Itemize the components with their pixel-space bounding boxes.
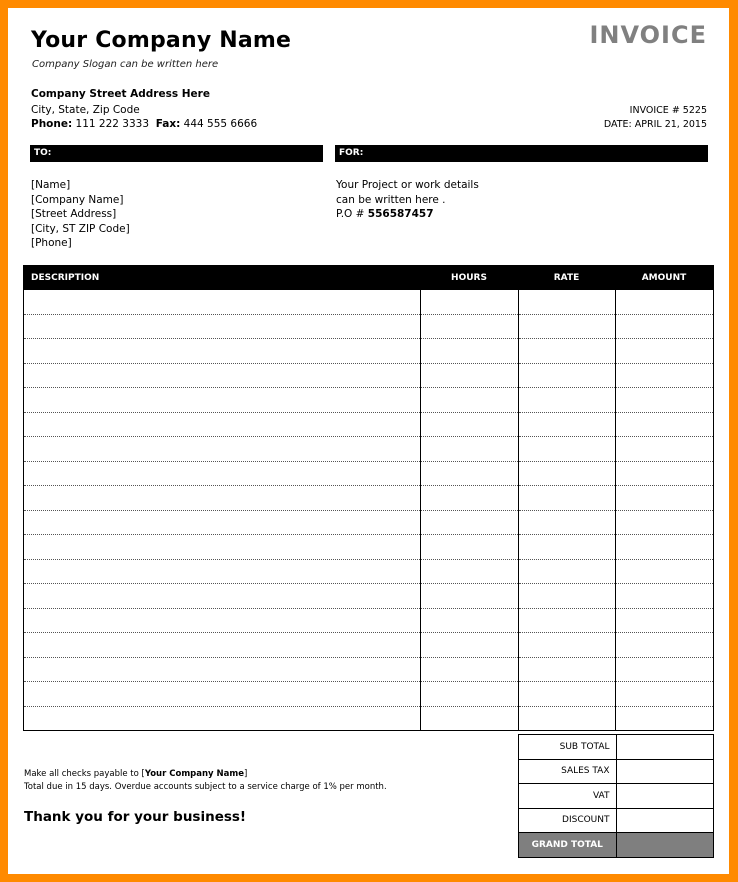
sales-tax-label: SALES TAX <box>519 759 616 784</box>
hours-cell[interactable] <box>420 412 518 437</box>
company-name: Your Company Name <box>31 28 292 53</box>
table-row <box>24 412 713 437</box>
description-cell[interactable] <box>24 584 420 609</box>
totals-table <box>518 734 714 858</box>
rate-cell[interactable] <box>518 633 615 658</box>
amount-cell[interactable] <box>615 559 713 584</box>
column-header-hours: HOURS <box>420 266 518 290</box>
rate-cell[interactable] <box>518 706 615 730</box>
table-row <box>24 633 713 658</box>
amount-cell[interactable] <box>615 437 713 462</box>
hours-cell[interactable] <box>420 657 518 682</box>
table-row <box>24 535 713 560</box>
subtotal-value[interactable] <box>616 735 713 760</box>
description-cell[interactable] <box>24 682 420 707</box>
invoice-title: INVOICE <box>589 21 707 49</box>
amount-cell[interactable] <box>615 535 713 560</box>
hours-cell[interactable] <box>420 437 518 462</box>
to-line[interactable]: [Street Address] <box>31 208 117 221</box>
rate-cell[interactable] <box>518 657 615 682</box>
items-header-row <box>24 266 713 290</box>
hours-cell[interactable] <box>420 314 518 339</box>
description-cell[interactable] <box>24 510 420 535</box>
invoice-page <box>8 8 729 874</box>
amount-cell[interactable] <box>615 657 713 682</box>
payable-note <box>24 769 247 779</box>
description-cell[interactable] <box>24 608 420 633</box>
description-cell[interactable] <box>24 706 420 730</box>
table-row <box>24 339 713 364</box>
rate-cell[interactable] <box>518 388 615 413</box>
column-header-amount: AMOUNT <box>615 266 713 290</box>
to-line[interactable]: [City, ST ZIP Code] <box>31 222 130 235</box>
invoice-number: INVOICE # 5225 <box>629 105 707 116</box>
table-row <box>24 510 713 535</box>
table-row <box>24 486 713 511</box>
subtotal-label: SUB TOTAL <box>519 735 616 760</box>
hours-cell[interactable] <box>420 584 518 609</box>
phone-value: 111 222 3333 <box>75 118 150 130</box>
rate-cell[interactable] <box>518 535 615 560</box>
hours-cell[interactable] <box>420 486 518 511</box>
payment-terms: Total due in 15 days. Overdue accounts subject to a service charge of 1% per month. <box>24 782 387 792</box>
description-cell[interactable] <box>24 339 420 364</box>
to-header: TO: <box>30 145 323 162</box>
items-table <box>23 265 714 731</box>
rate-cell[interactable] <box>518 608 615 633</box>
hours-cell[interactable] <box>420 633 518 658</box>
company-contact <box>31 118 257 130</box>
amount-cell[interactable] <box>615 682 713 707</box>
hours-cell[interactable] <box>420 363 518 388</box>
po-label: P.O # <box>336 208 365 221</box>
grand-total-value[interactable] <box>616 833 713 857</box>
po-line <box>336 207 479 222</box>
phone-label: Phone: <box>31 118 73 130</box>
amount-cell[interactable] <box>615 510 713 535</box>
amount-cell[interactable] <box>615 412 713 437</box>
rate-cell[interactable] <box>518 314 615 339</box>
bill-to-block <box>31 178 130 251</box>
rate-cell[interactable] <box>518 437 615 462</box>
discount-row <box>519 808 713 833</box>
table-row <box>24 290 713 314</box>
payable-name: Your Company Name <box>144 769 245 779</box>
company-city: City, State, Zip Code <box>31 104 140 116</box>
hours-cell[interactable] <box>420 388 518 413</box>
grand-total-row <box>519 833 713 857</box>
amount-cell[interactable] <box>615 363 713 388</box>
vat-row <box>519 784 713 809</box>
to-line[interactable]: [Company Name] <box>31 193 124 206</box>
description-cell[interactable] <box>24 486 420 511</box>
payable-prefix: Make all checks payable to [ <box>24 769 145 779</box>
table-row <box>24 608 713 633</box>
description-cell[interactable] <box>24 290 420 314</box>
fax-label: Fax: <box>155 118 181 130</box>
rate-cell[interactable] <box>518 290 615 314</box>
description-cell[interactable] <box>24 657 420 682</box>
table-row <box>24 657 713 682</box>
table-row <box>24 388 713 413</box>
rate-cell[interactable] <box>518 339 615 364</box>
vat-value[interactable] <box>616 784 713 809</box>
amount-cell[interactable] <box>615 486 713 511</box>
table-row <box>24 437 713 462</box>
project-details-line: Your Project or work details <box>336 179 479 191</box>
amount-cell[interactable] <box>615 388 713 413</box>
hours-cell[interactable] <box>420 535 518 560</box>
for-header: FOR: <box>335 145 708 162</box>
hours-cell[interactable] <box>420 461 518 486</box>
amount-cell[interactable] <box>615 706 713 730</box>
to-line[interactable]: [Name] <box>31 179 71 191</box>
discount-value[interactable] <box>616 808 713 833</box>
table-row <box>24 363 713 388</box>
column-header-rate: RATE <box>518 266 615 290</box>
subtotal-row <box>519 735 713 760</box>
description-cell[interactable] <box>24 363 420 388</box>
rate-cell[interactable] <box>518 363 615 388</box>
description-cell[interactable] <box>24 437 420 462</box>
hours-cell[interactable] <box>420 706 518 730</box>
sales-tax-row <box>519 759 713 784</box>
amount-cell[interactable] <box>615 633 713 658</box>
to-line[interactable]: [Phone] <box>31 237 72 250</box>
rate-cell[interactable] <box>518 461 615 486</box>
table-row <box>24 461 713 486</box>
table-row <box>24 559 713 584</box>
table-row <box>24 706 713 730</box>
amount-cell[interactable] <box>615 314 713 339</box>
hours-cell[interactable] <box>420 559 518 584</box>
description-cell[interactable] <box>24 314 420 339</box>
thank-you-message: Thank you for your business! <box>24 809 247 825</box>
fax-value: 444 555 6666 <box>183 118 258 130</box>
rate-cell[interactable] <box>518 412 615 437</box>
rate-cell[interactable] <box>518 559 615 584</box>
discount-label: DISCOUNT <box>519 808 616 833</box>
hours-cell[interactable] <box>420 290 518 314</box>
grand-total-label: GRAND TOTAL <box>519 833 616 857</box>
po-number: 556587457 <box>367 208 434 221</box>
project-details-line: can be written here . <box>336 193 446 206</box>
amount-cell[interactable] <box>615 339 713 364</box>
rate-cell[interactable] <box>518 584 615 609</box>
company-slogan: Company Slogan can be written here <box>32 59 219 70</box>
rate-cell[interactable] <box>518 486 615 511</box>
hours-cell[interactable] <box>420 339 518 364</box>
rate-cell[interactable] <box>518 510 615 535</box>
sales-tax-value[interactable] <box>616 759 713 784</box>
column-header-description: DESCRIPTION <box>24 266 420 290</box>
table-row <box>24 314 713 339</box>
amount-cell[interactable] <box>615 584 713 609</box>
rate-cell[interactable] <box>518 682 615 707</box>
hours-cell[interactable] <box>420 510 518 535</box>
invoice-date: DATE: APRIL 21, 2015 <box>603 119 707 130</box>
description-cell[interactable] <box>24 461 420 486</box>
amount-cell[interactable] <box>615 461 713 486</box>
description-cell[interactable] <box>24 535 420 560</box>
amount-cell[interactable] <box>615 290 713 314</box>
description-cell[interactable] <box>24 412 420 437</box>
vat-label: VAT <box>519 784 616 809</box>
description-cell[interactable] <box>24 559 420 584</box>
table-row <box>24 682 713 707</box>
hours-cell[interactable] <box>420 682 518 707</box>
description-cell[interactable] <box>24 388 420 413</box>
company-street: Company Street Address Here <box>31 88 210 100</box>
payable-suffix: ] <box>244 769 248 779</box>
for-block <box>336 178 479 222</box>
amount-cell[interactable] <box>615 608 713 633</box>
table-row <box>24 584 713 609</box>
description-cell[interactable] <box>24 633 420 658</box>
hours-cell[interactable] <box>420 608 518 633</box>
